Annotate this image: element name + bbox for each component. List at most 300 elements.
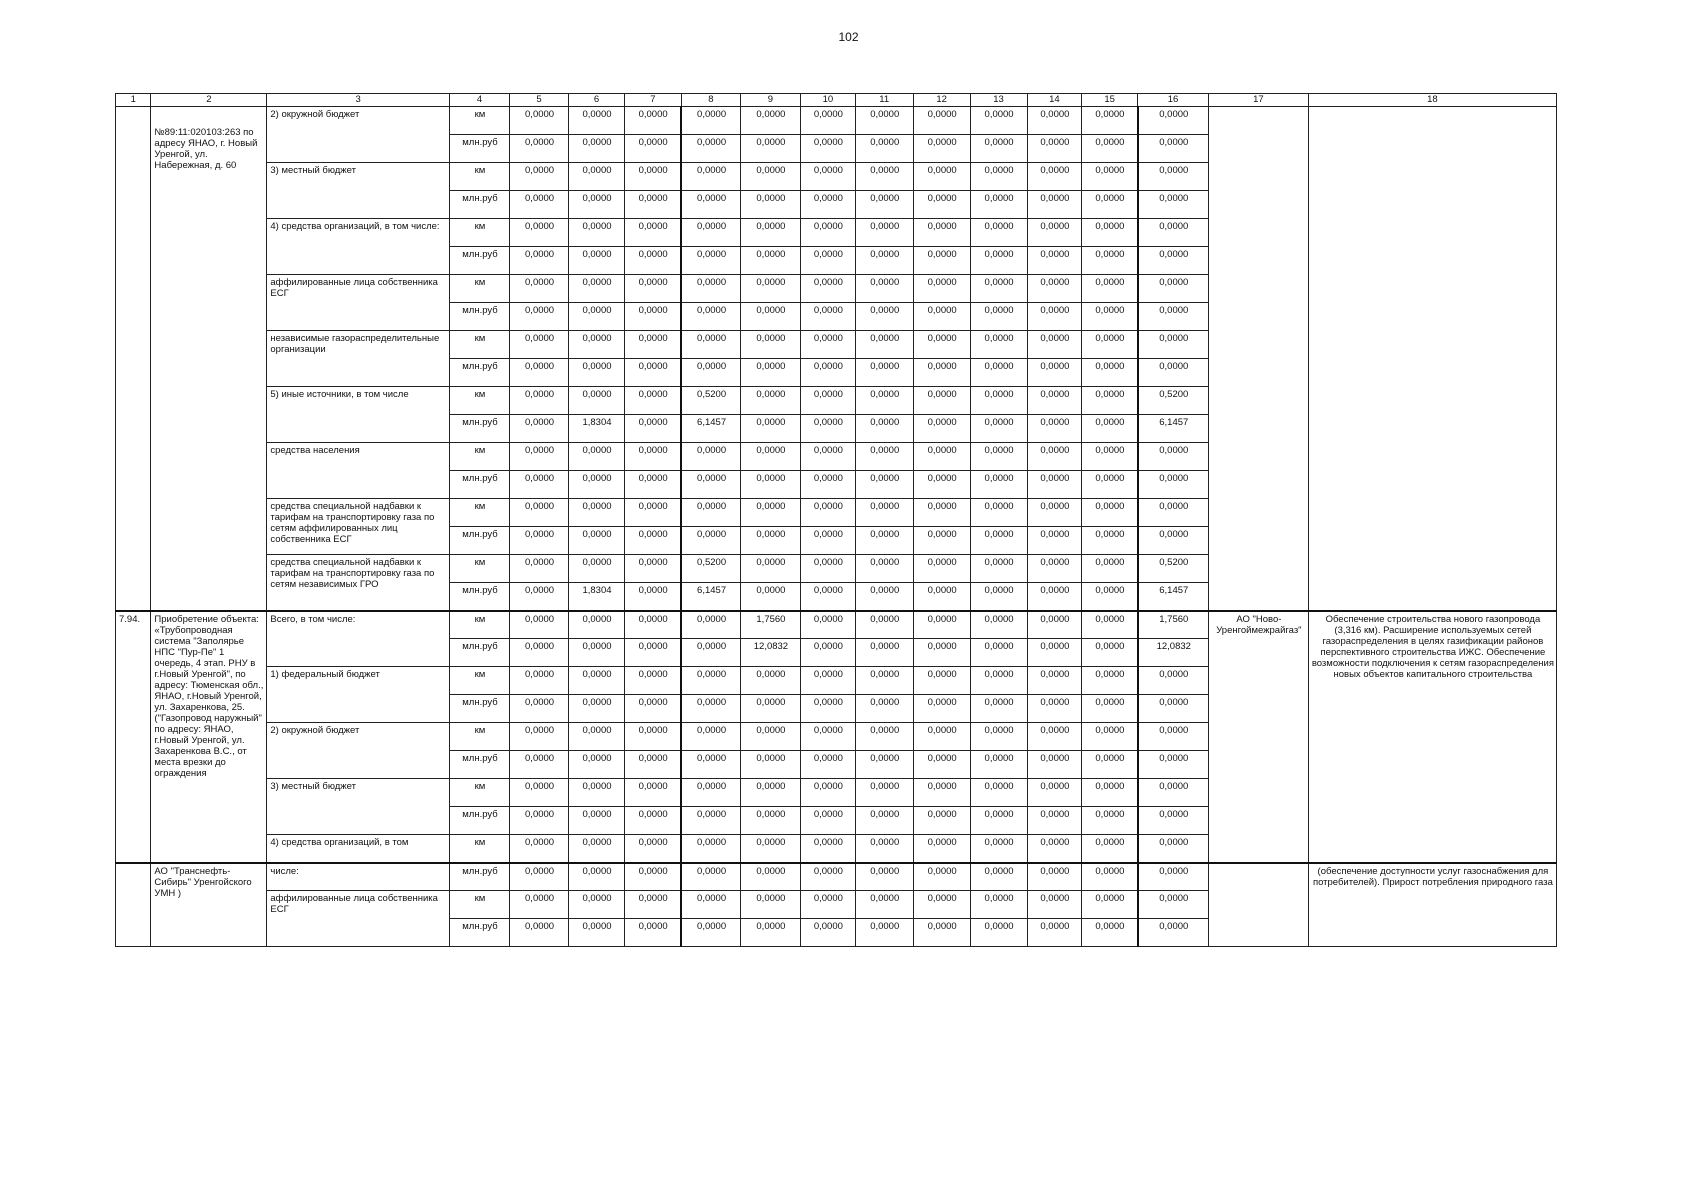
- value-cell: 0,0000: [1082, 219, 1138, 247]
- value-cell: 0,0000: [855, 191, 913, 219]
- value-cell: 0,0000: [970, 723, 1027, 751]
- unit-cell: км: [449, 163, 509, 191]
- value-cell: 0,0000: [624, 219, 681, 247]
- value-cell: 0,0000: [569, 499, 625, 527]
- value-cell: 0,0000: [1082, 751, 1138, 779]
- value-cell: 0,0000: [855, 135, 913, 163]
- value-cell: 1,8304: [569, 583, 625, 611]
- value-cell: 0,0000: [681, 247, 740, 275]
- value-cell: 6,1457: [681, 415, 740, 443]
- value-cell: 0,0000: [624, 583, 681, 611]
- value-cell: 0,0000: [510, 471, 569, 499]
- value-cell: 0,0000: [510, 667, 569, 695]
- value-cell: 0,0000: [1027, 611, 1082, 639]
- value-cell: 0,0000: [800, 107, 855, 135]
- unit-cell: млн.руб: [449, 303, 509, 331]
- value-cell: 0,0000: [1027, 387, 1082, 415]
- value-cell: 0,0000: [970, 695, 1027, 723]
- value-cell: 0,0000: [510, 219, 569, 247]
- value-cell: 0,0000: [510, 919, 569, 947]
- value-cell: 1,7560: [1138, 611, 1209, 639]
- value-cell: 0,0000: [970, 667, 1027, 695]
- value-cell: 0,0000: [624, 751, 681, 779]
- investment-program-table: [115, 93, 1557, 947]
- value-cell: 0,0000: [740, 275, 800, 303]
- value-cell: 0,0000: [510, 135, 569, 163]
- object-name: Приобретение объекта: «Трубопроводная система "Заполярье НПС "Пур-Пе" 1 очередь, 4 этап. РНУ в г.Новый Уренгой", по адресу: Тюменская обл., ЯНАО, г.Новый Уренгой, ул. Захаренкова, 25. ("Газопровод наружный" по адресу: ЯНАО, г.Новый Уренгой, ул. Захаренкова В.С., от места врезки до ограждения: [151, 611, 267, 863]
- value-cell: 0,0000: [569, 919, 625, 947]
- value-cell: 0,0000: [855, 499, 913, 527]
- value-cell: 0,0000: [624, 723, 681, 751]
- column-number: 4: [449, 94, 509, 107]
- value-cell: 0,0000: [855, 163, 913, 191]
- value-cell: 0,0000: [913, 807, 970, 835]
- value-cell: 0,0000: [970, 835, 1027, 863]
- value-cell: 0,0000: [740, 863, 800, 891]
- value-cell: 0,0000: [913, 695, 970, 723]
- value-cell: 0,0000: [624, 303, 681, 331]
- value-cell: 0,0000: [681, 891, 740, 919]
- value-cell: 0,0000: [800, 443, 855, 471]
- unit-cell: млн.руб: [449, 247, 509, 275]
- value-cell: 0,0000: [800, 639, 855, 667]
- column-number: 2: [151, 94, 267, 107]
- value-cell: 0,0000: [624, 471, 681, 499]
- value-cell: 0,0000: [1027, 527, 1082, 555]
- value-cell: 0,0000: [510, 807, 569, 835]
- value-cell: 0,0000: [1082, 667, 1138, 695]
- value-cell: 0,0000: [855, 639, 913, 667]
- value-cell: 0,0000: [569, 891, 625, 919]
- value-cell: 0,0000: [1027, 163, 1082, 191]
- unit-cell: км: [449, 723, 509, 751]
- value-cell: 0,0000: [1138, 135, 1209, 163]
- funding-source: 3) местный бюджет: [267, 163, 450, 219]
- value-cell: 0,0000: [913, 583, 970, 611]
- value-cell: 0,0000: [855, 107, 913, 135]
- value-cell: 0,0000: [913, 303, 970, 331]
- value-cell: 0,0000: [970, 275, 1027, 303]
- value-cell: 0,0000: [740, 891, 800, 919]
- value-cell: 0,0000: [800, 247, 855, 275]
- value-cell: 0,0000: [800, 891, 855, 919]
- value-cell: 0,0000: [970, 135, 1027, 163]
- value-cell: 0,0000: [1138, 107, 1209, 135]
- value-cell: 0,0000: [970, 107, 1027, 135]
- value-cell: 0,0000: [800, 415, 855, 443]
- value-cell: 0,0000: [913, 555, 970, 583]
- value-cell: 0,0000: [681, 359, 740, 387]
- value-cell: 0,0000: [1082, 303, 1138, 331]
- value-cell: 0,0000: [1082, 331, 1138, 359]
- value-cell: 0,0000: [1138, 667, 1209, 695]
- value-cell: 0,0000: [569, 751, 625, 779]
- value-cell: 0,0000: [855, 219, 913, 247]
- value-cell: 0,0000: [569, 695, 625, 723]
- value-cell: 0,0000: [913, 723, 970, 751]
- value-cell: 0,0000: [740, 667, 800, 695]
- value-cell: 0,0000: [913, 835, 970, 863]
- value-cell: 0,0000: [855, 331, 913, 359]
- value-cell: 0,0000: [1082, 135, 1138, 163]
- value-cell: 0,0000: [740, 555, 800, 583]
- value-cell: 0,0000: [1027, 275, 1082, 303]
- organization: [1208, 107, 1308, 611]
- value-cell: 0,0000: [1082, 163, 1138, 191]
- value-cell: 0,0000: [510, 779, 569, 807]
- unit-cell: млн.руб: [449, 527, 509, 555]
- value-cell: 0,0000: [1138, 863, 1209, 891]
- value-cell: 0,0000: [1138, 499, 1209, 527]
- value-cell: 0,0000: [1138, 443, 1209, 471]
- funding-source: числе:: [267, 863, 450, 891]
- column-number: 6: [569, 94, 625, 107]
- object-name: АО "Транснефть-Сибирь" Уренгойского УМН ): [151, 863, 267, 947]
- funding-source: Всего, в том числе:: [267, 611, 450, 667]
- funding-source: средства специальной надбавки к тарифам на транспортировку газа по сетям аффилированных лиц собственника ЕСГ: [267, 499, 450, 555]
- value-cell: 0,0000: [1138, 835, 1209, 863]
- value-cell: 0,0000: [569, 835, 625, 863]
- value-cell: 0,0000: [1027, 667, 1082, 695]
- value-cell: 0,0000: [970, 527, 1027, 555]
- unit-cell: млн.руб: [449, 695, 509, 723]
- value-cell: 0,0000: [740, 331, 800, 359]
- value-cell: 0,0000: [800, 359, 855, 387]
- value-cell: 0,0000: [740, 387, 800, 415]
- value-cell: 0,0000: [569, 639, 625, 667]
- value-cell: 0,0000: [569, 527, 625, 555]
- value-cell: 0,0000: [913, 387, 970, 415]
- value-cell: 0,0000: [800, 527, 855, 555]
- funding-source: 2) окружной бюджет: [267, 723, 450, 779]
- value-cell: 0,0000: [569, 275, 625, 303]
- value-cell: 0,0000: [569, 387, 625, 415]
- value-cell: 6,1457: [1138, 415, 1209, 443]
- value-cell: 0,0000: [855, 359, 913, 387]
- value-cell: 6,1457: [1138, 583, 1209, 611]
- value-cell: 0,0000: [855, 611, 913, 639]
- value-cell: 0,0000: [855, 667, 913, 695]
- value-cell: 0,0000: [970, 807, 1027, 835]
- value-cell: 0,0000: [624, 163, 681, 191]
- value-cell: 0,0000: [624, 499, 681, 527]
- value-cell: 0,0000: [740, 303, 800, 331]
- value-cell: 0,0000: [913, 331, 970, 359]
- value-cell: 0,0000: [624, 779, 681, 807]
- funding-source: независимые газораспределительные организации: [267, 331, 450, 387]
- funding-source: средства специальной надбавки к тарифам на транспортировку газа по сетям независимых ГРО: [267, 555, 450, 611]
- value-cell: 0,0000: [800, 331, 855, 359]
- value-cell: 0,0000: [740, 751, 800, 779]
- value-cell: 0,0000: [1082, 359, 1138, 387]
- table-row: [116, 611, 1557, 639]
- value-cell: 0,0000: [624, 275, 681, 303]
- value-cell: 0,0000: [681, 499, 740, 527]
- value-cell: 0,0000: [1027, 639, 1082, 667]
- value-cell: 0,0000: [740, 163, 800, 191]
- unit-cell: км: [449, 331, 509, 359]
- value-cell: 0,0000: [681, 807, 740, 835]
- value-cell: 0,0000: [510, 863, 569, 891]
- value-cell: 0,0000: [624, 863, 681, 891]
- value-cell: 0,0000: [800, 219, 855, 247]
- column-number: 18: [1308, 94, 1556, 107]
- value-cell: 0,0000: [624, 835, 681, 863]
- value-cell: 0,0000: [624, 695, 681, 723]
- value-cell: 0,0000: [681, 695, 740, 723]
- value-cell: 0,0000: [510, 611, 569, 639]
- value-cell: 0,0000: [913, 135, 970, 163]
- value-cell: 0,0000: [913, 639, 970, 667]
- value-cell: 0,0000: [569, 667, 625, 695]
- value-cell: 0,0000: [624, 107, 681, 135]
- value-cell: 0,0000: [1082, 779, 1138, 807]
- value-cell: 0,0000: [970, 163, 1027, 191]
- value-cell: 0,0000: [740, 807, 800, 835]
- column-number: 13: [970, 94, 1027, 107]
- value-cell: 0,0000: [855, 723, 913, 751]
- organization: АО "Ново-Уренгоймежрайгаз": [1208, 611, 1308, 863]
- value-cell: 0,0000: [681, 779, 740, 807]
- value-cell: 0,0000: [800, 555, 855, 583]
- value-cell: 0,0000: [1082, 471, 1138, 499]
- value-cell: 0,0000: [1082, 807, 1138, 835]
- value-cell: 0,0000: [740, 415, 800, 443]
- value-cell: 0,0000: [970, 303, 1027, 331]
- value-cell: 0,0000: [970, 387, 1027, 415]
- value-cell: 0,0000: [681, 723, 740, 751]
- column-number-row: [116, 94, 1557, 107]
- value-cell: 0,0000: [913, 611, 970, 639]
- value-cell: 0,0000: [1082, 275, 1138, 303]
- value-cell: 1,7560: [740, 611, 800, 639]
- value-cell: 0,0000: [681, 751, 740, 779]
- column-number: 12: [913, 94, 970, 107]
- value-cell: 0,0000: [1027, 695, 1082, 723]
- value-cell: 0,0000: [681, 107, 740, 135]
- value-cell: 0,0000: [569, 471, 625, 499]
- value-cell: 0,0000: [1138, 779, 1209, 807]
- unit-cell: км: [449, 499, 509, 527]
- value-cell: 0,0000: [800, 835, 855, 863]
- value-cell: 0,0000: [1138, 219, 1209, 247]
- value-cell: 0,0000: [740, 835, 800, 863]
- value-cell: 0,0000: [1138, 471, 1209, 499]
- value-cell: 0,0000: [855, 583, 913, 611]
- column-number: 9: [740, 94, 800, 107]
- value-cell: 0,0000: [1027, 891, 1082, 919]
- value-cell: 0,0000: [855, 415, 913, 443]
- value-cell: 0,0000: [1082, 611, 1138, 639]
- value-cell: 0,0000: [970, 555, 1027, 583]
- value-cell: 0,0000: [740, 247, 800, 275]
- value-cell: 0,0000: [1082, 695, 1138, 723]
- value-cell: 0,0000: [913, 527, 970, 555]
- value-cell: 0,0000: [624, 359, 681, 387]
- value-cell: 0,0000: [1138, 163, 1209, 191]
- value-cell: 0,0000: [1027, 191, 1082, 219]
- value-cell: 0,0000: [510, 583, 569, 611]
- purpose: (обеспечение доступности услуг газоснабжения для потребителей). Прирост потребления природного газа: [1308, 863, 1556, 947]
- value-cell: 0,0000: [510, 331, 569, 359]
- value-cell: 0,0000: [1082, 639, 1138, 667]
- value-cell: 0,0000: [913, 751, 970, 779]
- value-cell: 0,0000: [1027, 443, 1082, 471]
- value-cell: 0,5200: [681, 555, 740, 583]
- value-cell: 0,0000: [510, 191, 569, 219]
- item-number: [116, 863, 151, 947]
- value-cell: 0,0000: [913, 499, 970, 527]
- value-cell: 0,0000: [913, 275, 970, 303]
- value-cell: 0,0000: [569, 443, 625, 471]
- unit-cell: км: [449, 555, 509, 583]
- unit-cell: млн.руб: [449, 135, 509, 163]
- value-cell: 0,0000: [1082, 919, 1138, 947]
- value-cell: 0,0000: [855, 303, 913, 331]
- value-cell: 0,0000: [800, 135, 855, 163]
- value-cell: 0,0000: [800, 863, 855, 891]
- value-cell: 0,0000: [1027, 331, 1082, 359]
- unit-cell: км: [449, 835, 509, 863]
- value-cell: 0,0000: [1138, 807, 1209, 835]
- value-cell: 0,0000: [1082, 387, 1138, 415]
- column-number: 11: [855, 94, 913, 107]
- value-cell: 0,0000: [740, 359, 800, 387]
- unit-cell: км: [449, 387, 509, 415]
- value-cell: 0,0000: [855, 443, 913, 471]
- value-cell: 0,0000: [1082, 723, 1138, 751]
- unit-cell: млн.руб: [449, 359, 509, 387]
- value-cell: 0,0000: [510, 415, 569, 443]
- value-cell: 0,0000: [681, 835, 740, 863]
- value-cell: 0,0000: [913, 163, 970, 191]
- value-cell: 0,0000: [1138, 191, 1209, 219]
- value-cell: 0,0000: [681, 135, 740, 163]
- value-cell: 0,0000: [800, 723, 855, 751]
- value-cell: 0,0000: [800, 275, 855, 303]
- value-cell: 0,0000: [1138, 247, 1209, 275]
- value-cell: 0,0000: [1138, 695, 1209, 723]
- value-cell: 0,0000: [800, 583, 855, 611]
- page-number: 102: [838, 30, 859, 44]
- column-number: 17: [1208, 94, 1308, 107]
- value-cell: 0,5200: [1138, 387, 1209, 415]
- value-cell: 0,0000: [855, 807, 913, 835]
- value-cell: 0,0000: [855, 863, 913, 891]
- value-cell: 0,0000: [1027, 723, 1082, 751]
- purpose: [1308, 107, 1556, 611]
- unit-cell: км: [449, 219, 509, 247]
- value-cell: 0,0000: [510, 387, 569, 415]
- value-cell: 0,0000: [624, 667, 681, 695]
- value-cell: 0,0000: [913, 891, 970, 919]
- value-cell: 0,0000: [569, 863, 625, 891]
- value-cell: 0,0000: [1138, 359, 1209, 387]
- value-cell: 0,0000: [913, 919, 970, 947]
- value-cell: 0,0000: [569, 191, 625, 219]
- value-cell: 0,0000: [569, 807, 625, 835]
- unit-cell: млн.руб: [449, 919, 509, 947]
- value-cell: 0,0000: [855, 555, 913, 583]
- value-cell: 0,0000: [624, 807, 681, 835]
- value-cell: 0,0000: [510, 639, 569, 667]
- value-cell: 1,8304: [569, 415, 625, 443]
- value-cell: 0,0000: [1027, 751, 1082, 779]
- value-cell: 0,0000: [855, 527, 913, 555]
- value-cell: 0,0000: [855, 275, 913, 303]
- value-cell: 0,0000: [1082, 107, 1138, 135]
- value-cell: 0,0000: [624, 555, 681, 583]
- value-cell: 0,0000: [624, 891, 681, 919]
- value-cell: 0,0000: [510, 723, 569, 751]
- value-cell: 0,0000: [624, 331, 681, 359]
- value-cell: 0,0000: [1138, 331, 1209, 359]
- unit-cell: млн.руб: [449, 639, 509, 667]
- value-cell: 0,0000: [1082, 891, 1138, 919]
- value-cell: 0,0000: [855, 919, 913, 947]
- unit-cell: км: [449, 891, 509, 919]
- column-number: 14: [1027, 94, 1082, 107]
- value-cell: 0,0000: [624, 247, 681, 275]
- value-cell: 0,0000: [1082, 527, 1138, 555]
- value-cell: 0,0000: [800, 751, 855, 779]
- value-cell: 0,0000: [569, 555, 625, 583]
- value-cell: 0,0000: [510, 247, 569, 275]
- value-cell: 0,0000: [1082, 555, 1138, 583]
- value-cell: 0,0000: [1082, 443, 1138, 471]
- item-number: 7.94.: [116, 611, 151, 863]
- value-cell: 0,0000: [855, 387, 913, 415]
- unit-cell: млн.руб: [449, 415, 509, 443]
- value-cell: 0,0000: [913, 107, 970, 135]
- funding-source: 5) иные источники, в том числе: [267, 387, 450, 443]
- value-cell: 0,0000: [1138, 891, 1209, 919]
- value-cell: 0,0000: [1027, 807, 1082, 835]
- value-cell: 0,0000: [1027, 779, 1082, 807]
- value-cell: 0,0000: [624, 527, 681, 555]
- value-cell: 0,5200: [681, 387, 740, 415]
- unit-cell: км: [449, 611, 509, 639]
- value-cell: 0,0000: [970, 779, 1027, 807]
- value-cell: 0,0000: [740, 919, 800, 947]
- value-cell: 0,0000: [1138, 919, 1209, 947]
- value-cell: 0,0000: [855, 695, 913, 723]
- value-cell: 0,0000: [569, 107, 625, 135]
- value-cell: 0,0000: [569, 247, 625, 275]
- value-cell: 0,0000: [569, 331, 625, 359]
- column-number: 10: [800, 94, 855, 107]
- value-cell: 0,0000: [970, 863, 1027, 891]
- value-cell: 0,0000: [624, 387, 681, 415]
- value-cell: 0,0000: [624, 639, 681, 667]
- value-cell: 0,0000: [970, 583, 1027, 611]
- column-number: 15: [1082, 94, 1138, 107]
- value-cell: 0,0000: [740, 583, 800, 611]
- column-number: 16: [1138, 94, 1209, 107]
- value-cell: 0,0000: [510, 303, 569, 331]
- value-cell: 0,0000: [1138, 527, 1209, 555]
- value-cell: 0,0000: [970, 359, 1027, 387]
- value-cell: 12,0832: [740, 639, 800, 667]
- value-cell: 0,0000: [1082, 835, 1138, 863]
- value-cell: 0,0000: [800, 611, 855, 639]
- value-cell: 0,5200: [1138, 555, 1209, 583]
- value-cell: 0,0000: [1138, 751, 1209, 779]
- purpose: Обеспечение строительства нового газопровода (3,316 км). Расширение используемых сетей газораспределения в целях газификации районов перспективного строительства ИЖС. Обеспечение возможности подключения к сетям газораспределения новых объектов капитального строительства: [1308, 611, 1556, 863]
- unit-cell: млн.руб: [449, 751, 509, 779]
- unit-cell: км: [449, 443, 509, 471]
- value-cell: 0,0000: [855, 247, 913, 275]
